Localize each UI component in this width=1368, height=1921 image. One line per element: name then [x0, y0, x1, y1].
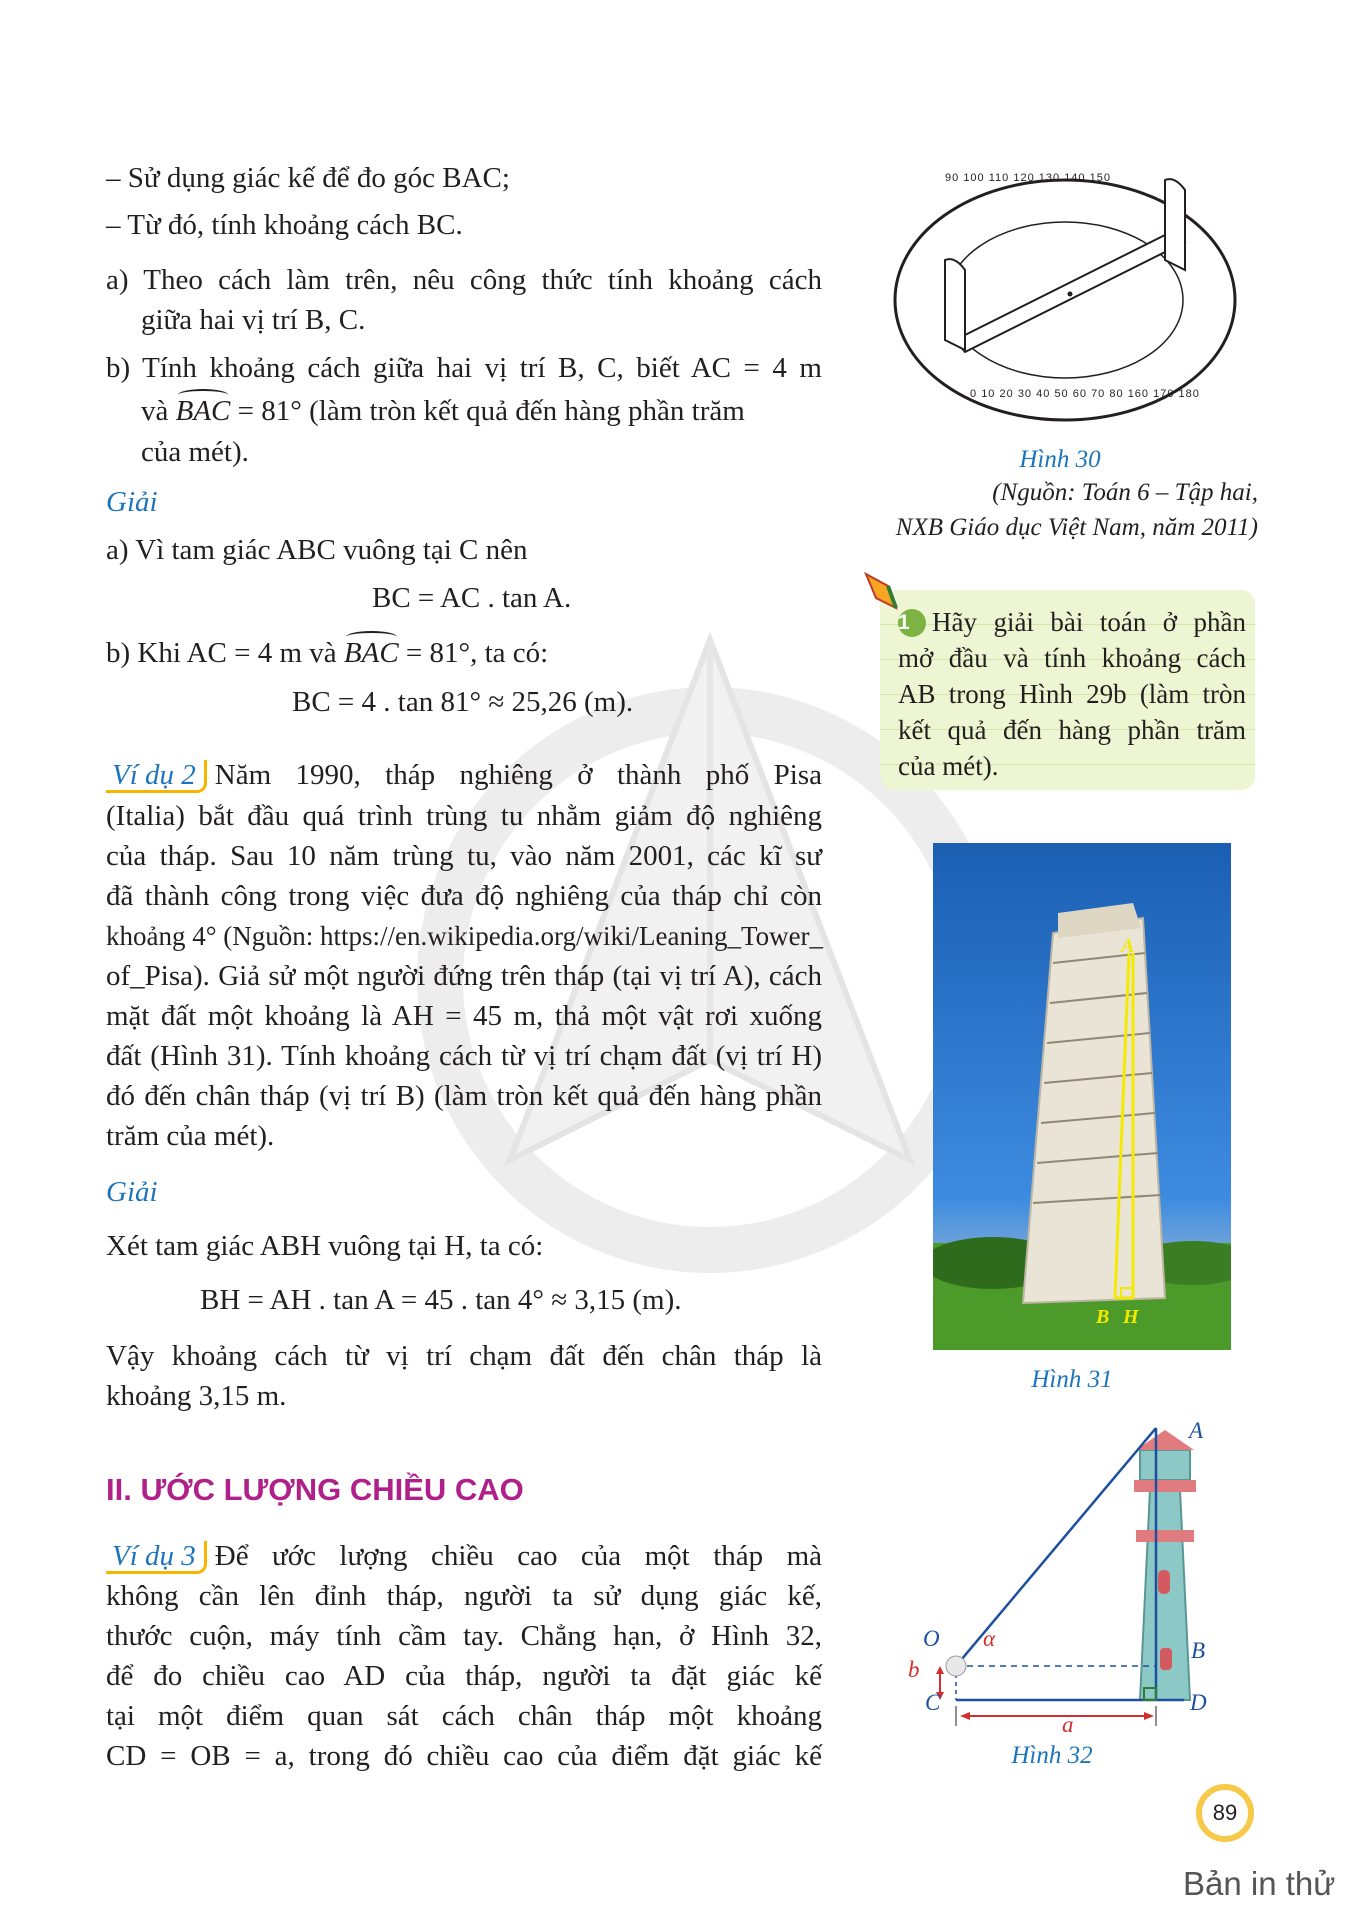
example-2-line-7: mặt đất một khoảng là AH = 45 m, thả một vật rơi xuống	[106, 1000, 822, 1032]
example-2-line-4: đã thành công trong việc đưa độ nghiêng của tháp chỉ còn	[106, 880, 822, 912]
example-2-line-9: đó đến chân tháp (vị trí B) (làm tròn kết quả đến hàng phần	[106, 1080, 822, 1112]
protractor-tick: 10	[981, 388, 996, 400]
example-2-line-1	[106, 757, 822, 793]
protractor-tick: 140	[1064, 172, 1086, 184]
question-a-line-1: a) Theo cách làm trên, nêu công thức tính khoảng cách	[106, 264, 822, 296]
protractor-tick: 100	[963, 172, 985, 184]
protractor-tick: 110	[988, 172, 1010, 184]
lighthouse-diagram	[900, 1420, 1240, 1740]
solution-2-heading: Giải	[106, 1176, 158, 1208]
protractor-tick: 50	[1054, 388, 1069, 400]
solution-2-formula: BH = AH . tan A = 45 . tan 4° ≈ 3,15 (m).	[200, 1284, 682, 1316]
example-3-line-3: thước cuộn, máy tính cầm tay. Chẳng hạn, ở Hình 32,	[106, 1620, 822, 1652]
protractor-tick: 130	[1038, 172, 1061, 184]
activity-line-3: AB trong Hình 29b (làm tròn	[898, 679, 1246, 709]
pisa-tower-illustration	[933, 843, 1231, 1350]
draft-label: Bản in thử	[1183, 1865, 1336, 1902]
fig32-label-a-length: a	[1062, 1712, 1074, 1737]
fig32-label-b-point: B	[1191, 1638, 1206, 1663]
page-number: 89	[1196, 1784, 1254, 1842]
example-2-line-5: khoảng 4° (Nguồn: https://en.wikipedia.org/wiki/Leaning_Tower_	[106, 921, 824, 951]
protractor-tick: 20	[999, 388, 1014, 400]
example-2-line-6: of_Pisa). Giả sử một người đứng trên tháp (tại vị trí A), cách	[106, 960, 822, 992]
question-b-prefix: và	[141, 395, 169, 427]
solution-b-text	[106, 635, 548, 671]
figure-30-source-2: NXB Giáo dục Việt Nam, năm 2011)	[895, 514, 1258, 541]
protractor-tick: 60	[1072, 388, 1087, 400]
question-b-line-2	[141, 393, 745, 429]
figure-32-caption: Hình 32	[1011, 1742, 1093, 1769]
activity-line-2: mở đầu và tính khoảng cách	[898, 643, 1246, 673]
activity-line-1	[898, 604, 1246, 640]
protractor-tick: 120	[1013, 172, 1035, 184]
protractor-tick: 40	[1036, 388, 1051, 400]
example-3-line-5: tại một điểm quan sát cách chân tháp một khoảng	[106, 1700, 822, 1732]
example-3-text-1: Để ước lượng chiều cao của một tháp mà	[214, 1540, 822, 1572]
text-line-2: – Từ đó, tính khoảng cách BC.	[106, 209, 463, 241]
protractor-scale-bottom	[970, 388, 1200, 400]
example-3-label: Ví dụ 3	[106, 1541, 207, 1574]
example-2-line-3: của tháp. Sau 10 năm trùng tu, vào năm 2001, các kĩ sư	[106, 840, 822, 872]
protractor-tick: 150	[1089, 172, 1111, 184]
example-2-line-8: đất (Hình 31). Tính khoảng cách từ vị trí chạm đất (vị trí H)	[106, 1040, 822, 1072]
fig31-label-a: A	[1121, 935, 1135, 957]
fig31-label-h: H	[1123, 1306, 1139, 1328]
protractor-tick: 160	[1127, 388, 1150, 400]
question-b-line-3: của mét).	[141, 436, 249, 468]
solution-b-formula: BC = 4 . tan 81° ≈ 25,26 (m).	[292, 686, 634, 718]
example-3-line-2: không cần lên đỉnh tháp, người ta sử dụng giác kế,	[106, 1580, 822, 1612]
fig32-label-alpha: α	[983, 1626, 996, 1651]
activity-text	[898, 604, 1246, 784]
example-3-line-4: để đo chiều cao AD của tháp, người ta đặt giác kế	[106, 1660, 822, 1692]
activity-number-badge: 1	[898, 609, 926, 637]
question-a-line-2: giữa hai vị trí B, C.	[141, 304, 366, 336]
figure-30-caption: Hình 30	[1019, 446, 1101, 473]
example-2-label: Ví dụ 2	[106, 760, 207, 793]
figure-30-source-1: (Nguồn: Toán 6 – Tập hai,	[992, 479, 1258, 506]
angle-bac: BAC	[175, 395, 231, 427]
fig32-label-a-point: A	[1189, 1418, 1204, 1443]
angle-bac-2: BAC	[343, 637, 399, 669]
protractor-tick: 70	[1091, 388, 1106, 400]
solution-2-line-4: khoảng 3,15 m.	[106, 1380, 287, 1412]
solution-2-line-3: Vậy khoảng cách từ vị trí chạm đất đến chân tháp là	[106, 1340, 822, 1372]
question-b-line-1: b) Tính khoảng cách giữa hai vị trí B, C, biết AC = 4 m	[106, 352, 822, 384]
protractor-tick: 180	[1178, 388, 1200, 400]
pisa-tower-photo	[933, 843, 1231, 1350]
question-b-suffix: = 81° (làm tròn kết quả đến hàng phần trăm	[230, 395, 745, 427]
example-3-line-6: CD = OB = a, trong đó chiều cao của điểm đặt giác kế	[106, 1740, 822, 1772]
fig31-label-b: B	[1096, 1306, 1110, 1328]
example-2-text-1: Năm 1990, tháp nghiêng ở thành phố Pisa	[214, 759, 822, 791]
fig32-label-c-point: C	[925, 1690, 941, 1715]
fig32-label-b-length: b	[908, 1657, 920, 1682]
fig32-label-d-point: D	[1190, 1690, 1207, 1715]
protractor-tick: 30	[1017, 388, 1033, 400]
figure-31-caption: Hình 31	[1031, 1366, 1113, 1393]
section-heading: II. ƯỚC LƯỢNG CHIỀU CAO	[106, 1472, 524, 1507]
activity-line-1-text: Hãy giải bài toán ở phần	[932, 607, 1246, 637]
protractor-tick: 0	[970, 388, 978, 400]
protractor-scale	[945, 172, 1111, 184]
solution-b-prefix: b) Khi AC = 4 m và	[106, 637, 337, 669]
activity-line-4: kết quả đến hàng phần trăm	[898, 715, 1246, 745]
text-line-1: – Sử dụng giác kế để đo góc BAC;	[106, 162, 510, 194]
fig32-label-o-point: O	[923, 1626, 940, 1651]
solution-heading: Giải	[106, 486, 158, 518]
protractor-tick: 170	[1153, 388, 1175, 400]
example-2-line-10: trăm của mét).	[106, 1120, 275, 1152]
solution-a-text: a) Vì tam giác ABC vuông tại C nên	[106, 534, 528, 566]
solution-b-suffix: = 81°, ta có:	[398, 637, 549, 669]
activity-line-5: của mét).	[898, 751, 999, 781]
example-2-line-2: (Italia) bắt đầu quá trình trùng tu nhằm giảm độ nghiêng	[106, 800, 822, 832]
protractor-tick: 80	[1109, 388, 1124, 400]
solution-2-line-1: Xét tam giác ABH vuông tại H, ta có:	[106, 1230, 544, 1262]
solution-a-formula: BC = AC . tan A.	[372, 582, 572, 614]
example-3-line-1	[106, 1538, 822, 1574]
protractor-tick: 90	[945, 172, 960, 184]
